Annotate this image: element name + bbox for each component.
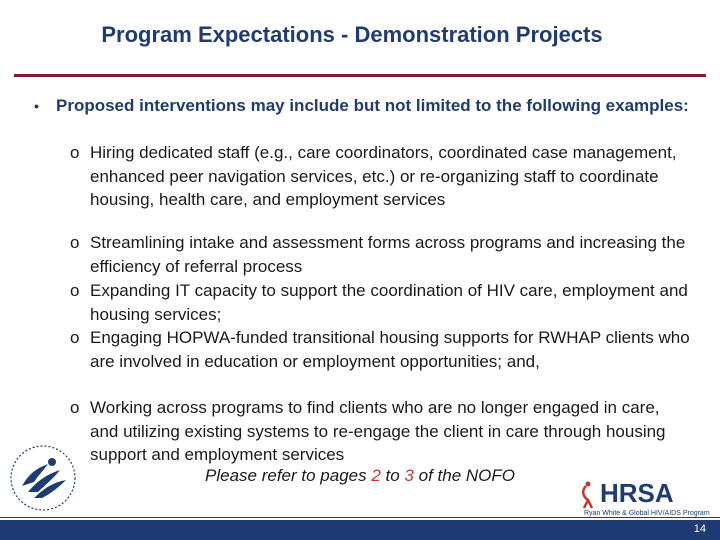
note-page-start: 2 (371, 466, 381, 485)
sub-item-text: Working across programs to find clients who are no longer engaged in care, and utilizing existing systems to re-engage the client in care through housing support and employment services (90, 398, 666, 464)
sub-item-text: Expanding IT capacity to support the coordination of HIV care, employment and housing services; (90, 281, 688, 324)
sub-item-text: Streamlining intake and assessment forms across programs and increasing the efficiency of referral process (90, 233, 686, 276)
footer-bar (0, 520, 720, 540)
note-text-middle: to (380, 466, 405, 485)
page-number: 14 (693, 523, 706, 535)
sub-marker: o (70, 398, 80, 417)
sub-item-text: Engaging HOPWA-funded transitional housing supports for RWHAP clients who are involved in education or employment opportunities; and, (90, 328, 690, 371)
sub-item (70, 326, 690, 373)
sub-marker: o (70, 233, 80, 252)
sub-item-text: Hiring dedicated staff (e.g., care coordinators, coordinated case management, enhanced peer navigation services, etc.) or re-organizing staff to coordinate housing, health care, and employment services (90, 143, 677, 209)
main-bullet-text: Proposed interventions may include but not limited to the following examples: (56, 96, 689, 115)
note-text-after: of the NOFO (413, 466, 515, 485)
sub-item (70, 141, 690, 212)
footer-divider (0, 517, 720, 518)
hrsa-logo-text: HRSA (600, 478, 674, 508)
hhs-logo (8, 442, 78, 514)
sub-marker: o (70, 143, 80, 162)
sub-item (70, 396, 690, 467)
hrsa-logo (578, 478, 714, 518)
sub-marker: o (70, 328, 80, 347)
sub-marker: o (70, 281, 80, 300)
note-page-end: 3 (404, 466, 414, 485)
note-text-before: Please refer to pages (205, 466, 372, 485)
hrsa-logo-subtext: Ryan White & Global HIV/AIDS Program (584, 510, 710, 517)
slide-title: Program Expectations - Demonstration Projects (101, 22, 603, 47)
bullet-marker: • (34, 98, 39, 114)
title-divider (14, 74, 706, 77)
sub-item (70, 231, 690, 278)
sub-item (70, 279, 690, 326)
